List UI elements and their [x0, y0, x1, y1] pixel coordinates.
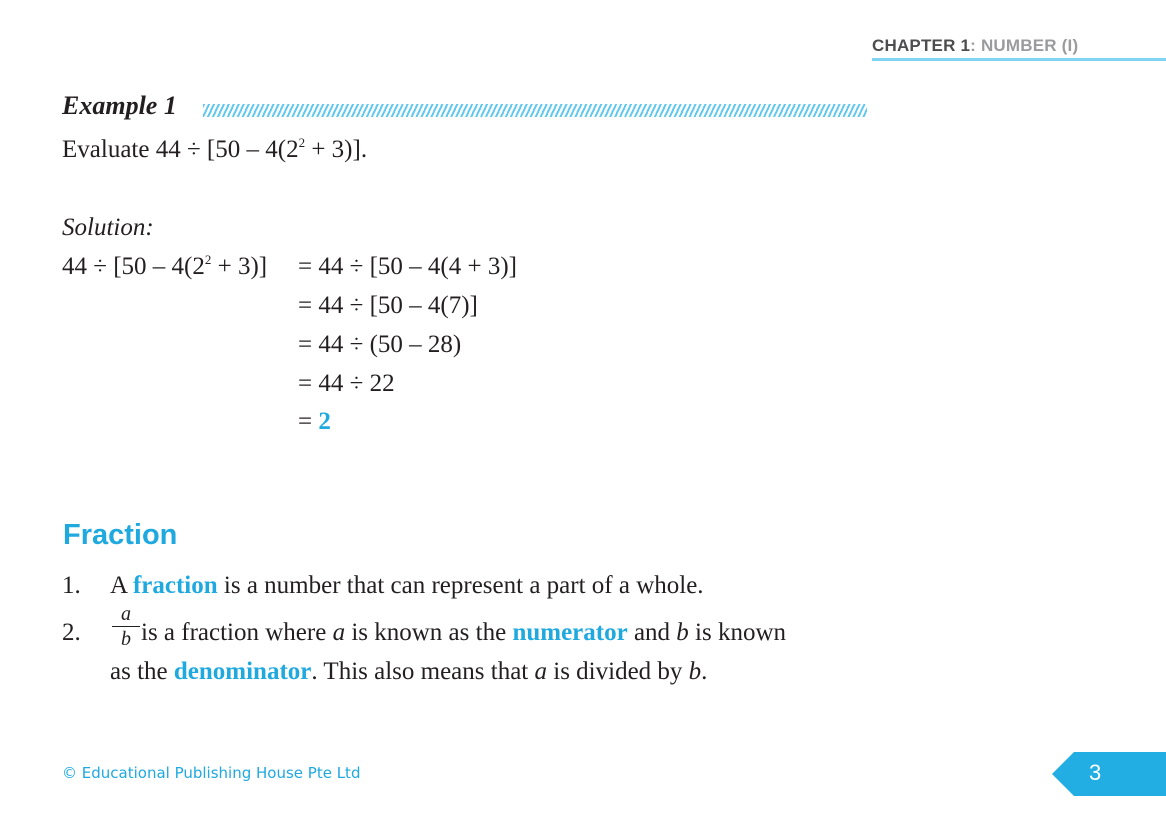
term-fraction: fraction [132, 572, 218, 599]
fraction-a-over-b [112, 603, 140, 650]
chapter-label: CHAPTER 1 [872, 36, 971, 55]
solution-step: = 44 ÷ 22 [298, 370, 395, 397]
chapter-header [872, 36, 1166, 62]
final-answer: 2 [318, 408, 331, 435]
page-number: 3 [1089, 760, 1102, 785]
list-item-text-continued: as the denominator. This also means that a is divided by b. [110, 658, 708, 685]
numerator-symbol: a [121, 603, 131, 625]
solution-step: = 44 ÷ (50 – 28) [298, 331, 462, 358]
solution-lhs: $44 \div [50 - 4(2^2 + 3)]$ [62, 252, 268, 280]
denominator-symbol: b [121, 628, 131, 650]
heading-hatch-decoration [203, 104, 867, 117]
fraction-heading: Fraction [63, 519, 178, 551]
list-item-text: A fraction is a number that can represent a part of a whole. [110, 572, 704, 599]
copyright-notice: © Educational Publishing House Pte Ltd [62, 764, 361, 782]
solution-step: = 44 ÷ [50 – 4(4 + 3)] [298, 253, 517, 280]
solution-final: = 2 [298, 408, 331, 435]
chapter-title [872, 36, 1166, 56]
term-denominator: denominator [173, 658, 312, 685]
solution-step: = 44 ÷ [50 – 4(7)] [298, 292, 478, 319]
list-item-number: 1. [62, 572, 81, 599]
list-item-text: is a fraction where a is known as the numerator and b is known [141, 619, 787, 646]
term-numerator: numerator [512, 619, 628, 646]
page-number-tab [1052, 752, 1166, 796]
example-heading: Example 1 [62, 91, 177, 120]
list-item-number: 2. [62, 619, 81, 646]
header-rule [872, 58, 1166, 61]
solution-label: Solution: [62, 214, 154, 241]
chapter-name: NUMBER (I) [980, 36, 1079, 55]
exponent: 2 [204, 252, 212, 267]
chapter-separator: : [970, 36, 981, 55]
example-prompt: Evaluate $44 \div [50 - 4(2^2 + 3)]$. [62, 135, 368, 163]
exponent: 2 [298, 135, 306, 150]
fraction-bar [112, 626, 140, 627]
